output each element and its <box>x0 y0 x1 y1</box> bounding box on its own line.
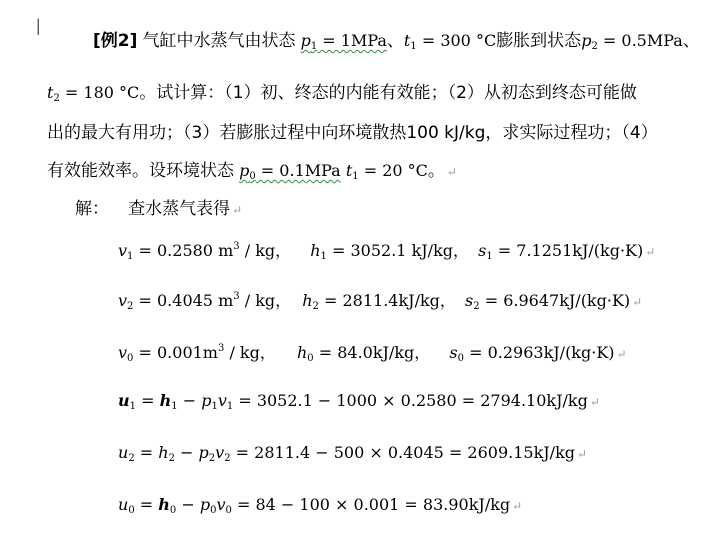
enthalpy: $h_0 = 84.0kJ/kg$， <box>296 343 431 364</box>
formula-t0: $t_1 = 20$ °C <box>345 161 428 182</box>
problem-text: 。 <box>427 161 445 181</box>
paragraph-mark: ↵ <box>512 499 523 513</box>
equation-u0: $u_0 = h_0 - p_0v_0 = 84 - 100 \times 0.001 = 83.90kJ/kg$ ↵ <box>118 495 523 516</box>
entropy: $s_1 = 7.1251kJ/(kg\cdot K)$ <box>478 241 644 262</box>
entropy: $s_2 = 6.9647kJ/(kg\cdot K)$ <box>465 291 631 312</box>
paragraph-mark: ↵ <box>232 203 243 217</box>
entropy: $s_0 = 0.2963kJ/(kg\cdot K)$ <box>449 343 615 364</box>
enthalpy: $h_2 = 2811.4kJ/kg$， <box>302 291 456 312</box>
specific-volume: $v_2 = 0.4045$ $m^3$ / kg， <box>118 291 292 312</box>
equation-u1: $u_1 = h_1 - p_1v_1 = 3052.1 - 1000 \times 0.2580 = 2794.10kJ/kg$ ↵ <box>118 391 600 412</box>
problem-text: 气缸中水蒸气由状态 <box>142 31 296 51</box>
separator: 、 <box>386 31 404 51</box>
problem-line-3 <box>47 122 658 144</box>
property-row-2 <box>118 286 642 318</box>
solution-label: 解： <box>75 199 109 219</box>
problem-text: 。试计算：（1）初、终态的内能有效能；（2）从初态到终态可能做 <box>139 83 637 103</box>
paragraph-mark: ↵ <box>589 395 600 409</box>
problem-text: 出的最大有用功；（3）若膨胀过程中向环境散热100 kJ/kg，求实际过程功；（4） <box>47 123 658 143</box>
formula-t2: $t_2 = 180$ °C <box>47 83 140 104</box>
formula-t1: $t_1 = 300$ °C <box>403 31 497 52</box>
specific-volume: $v_1 = 0.2580$ $m^3$ / kg， <box>118 241 292 262</box>
enthalpy: $h_1 = 3052.1$ kJ/kg， <box>310 241 470 262</box>
property-row-1 <box>118 236 655 268</box>
problem-text: 膨胀到状态 <box>496 31 582 51</box>
specific-volume: $v_0 = 0.001m^3$ / kg， <box>118 343 276 364</box>
solution-header <box>75 198 242 221</box>
equation-u2: $u_2 = h_2 - p_2v_2 = 2811.4 - 500 \times 0.4045 = 2609.15kJ/kg$ ↵ <box>118 443 588 464</box>
solution-intro: 查水蒸气表得 <box>128 199 231 219</box>
formula-p0: $p_0 = 0.1MPa$ <box>239 161 341 182</box>
property-row-3 <box>118 338 627 370</box>
problem-line-1 <box>93 30 700 58</box>
paragraph-mark: ↵ <box>446 165 457 179</box>
text-cursor-icon: I <box>35 16 42 41</box>
formula-p1: $p_1 = 1MPa$ <box>300 31 387 52</box>
problem-line-2 <box>47 82 637 110</box>
paragraph-mark: ↵ <box>645 245 656 259</box>
paragraph-mark: ↵ <box>577 447 588 461</box>
problem-text: 有效能效率。设环境状态 <box>47 161 234 181</box>
separator: 、 <box>682 31 700 51</box>
formula-p2: $p_2 = 0.5MPa$ <box>581 31 683 52</box>
paragraph-mark: ↵ <box>632 295 643 309</box>
example-tag: [例2] <box>93 31 138 51</box>
paragraph-mark: ↵ <box>616 347 627 361</box>
problem-line-4 <box>47 160 457 188</box>
